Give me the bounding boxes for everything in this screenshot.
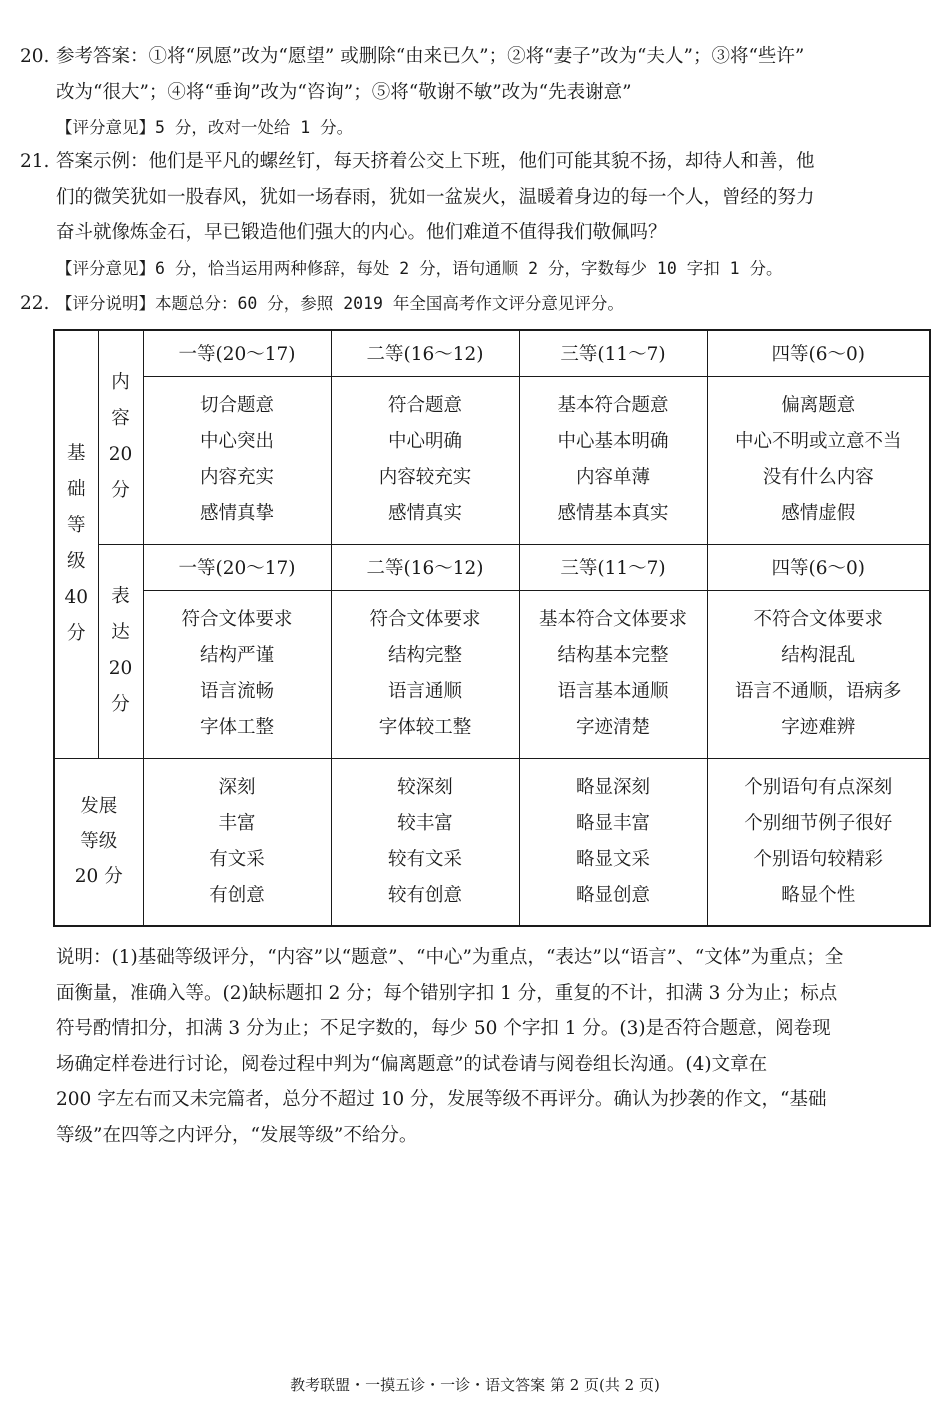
explanation-line: 等级”在四等之内评分，“发展等级”不给分。 <box>56 1124 418 1146</box>
expression-cell-grade-2 <box>331 590 519 758</box>
criterion: 结构完整 <box>387 645 462 666</box>
expression-cell-grade-3 <box>519 590 707 758</box>
criterion: 较丰富 <box>397 812 453 834</box>
grade-header: 二等(16～12) <box>331 544 519 590</box>
criterion: 字体工整 <box>199 717 274 738</box>
criterion: 较有文采 <box>387 848 462 870</box>
q22-line-1 <box>20 286 932 322</box>
criterion: 结构严谨 <box>199 645 274 666</box>
criterion: 切合题意 <box>199 395 274 416</box>
development-row <box>54 758 930 926</box>
development-cell-grade-4 <box>707 758 930 926</box>
expression-label-char: 达 <box>111 622 130 643</box>
criterion: 内容单薄 <box>575 467 650 488</box>
expression-label-char: 表 <box>111 586 130 607</box>
content-cell-grade-4 <box>707 376 930 544</box>
criterion: 较深刻 <box>397 776 453 798</box>
page-footer: 教考联盟・一摸五诊・一诊・语文答案 第 2 页(共 2 页) <box>290 1376 660 1394</box>
grading-table <box>53 329 931 927</box>
basic-label-char: 分 <box>66 623 86 645</box>
criterion: 语言通顺 <box>387 681 462 702</box>
content-label-char: 20 <box>108 444 133 466</box>
criterion: 感情虚假 <box>781 503 856 524</box>
criterion: 结构基本完整 <box>557 645 669 666</box>
expression-criteria-row <box>54 590 930 758</box>
content-cell-grade-3 <box>519 376 707 544</box>
grade-header: 二等(16～12) <box>331 330 519 376</box>
grade-header: 三等(11～7) <box>519 544 707 590</box>
expression-cell-grade-4 <box>707 590 930 758</box>
content-label-char: 容 <box>111 408 130 430</box>
explanation-line: 说明：(1)基础等级评分，“内容”以“题意”、“中心”为重点，“表达”以“语言”、“文体”为重点；全 <box>56 947 844 968</box>
criterion: 略显创意 <box>575 884 650 906</box>
expression-label-char: 20 <box>108 658 133 679</box>
expression-cell-grade-1 <box>143 590 331 758</box>
criterion: 中心基本明确 <box>557 431 669 452</box>
criterion: 偏离题意 <box>781 395 856 416</box>
content-criteria-row <box>54 376 930 544</box>
content-cell-grade-1 <box>143 376 331 544</box>
criterion: 符合文体要求 <box>181 609 293 630</box>
criterion: 符合文体要求 <box>369 609 481 630</box>
criterion: 深刻 <box>218 776 256 798</box>
explanation-line: 符号酌情扣分，扣满 3 分为止；不足字数的，每少 50 个字扣 1 分。(3)是否符合题意，阅卷现 <box>56 1018 831 1039</box>
explanation-line: 场确定样卷进行讨论，阅卷过程中判为“偏离题意”的试卷请与阅卷组长沟通。(4)文章在 <box>56 1053 768 1075</box>
q21-number: 21. <box>20 151 50 172</box>
development-cell-grade-3 <box>519 758 707 926</box>
basic-label-char: 等 <box>66 515 86 537</box>
q20-text-1: 参考答案：①将“夙愿”改为“愿望” 或删除“由来已久”；②将“妻子”改为“夫人”；③将“些许” <box>56 46 805 67</box>
criterion: 较有创意 <box>387 884 462 906</box>
q20-line-1 <box>20 39 932 75</box>
q21-text-1: 答案示例：他们是平凡的螺丝钉，每天挤着公交上下班，他们可能其貌不扬，却待人和善，他 <box>56 151 815 172</box>
content-label-char: 分 <box>111 480 130 502</box>
explanation-line: 面衡量，准确入等。(2)缺标题扣 2 分；每个错别字扣 1 分，重复的不计，扣满 3 分为止；标点 <box>56 982 838 1004</box>
criterion: 个别语句较精彩 <box>753 848 883 870</box>
grade-header: 一等(20～17) <box>143 544 331 590</box>
criterion: 中心不明或立意不当 <box>734 431 902 452</box>
criterion: 感情真挚 <box>199 503 274 524</box>
content-label-char: 内 <box>111 372 130 394</box>
criterion: 个别细节例子很好 <box>744 812 893 834</box>
criterion: 中心突出 <box>199 431 274 452</box>
criterion: 不符合文体要求 <box>753 609 883 630</box>
q21-line-2: 们的微笑犹如一股春风，犹如一场春雨，犹如一盆炭火，温暖着身边的每一个人，曾经的努力 <box>56 186 815 208</box>
criterion: 感情基本真实 <box>557 503 669 524</box>
question-22 <box>20 286 932 322</box>
criterion: 语言流畅 <box>199 681 274 702</box>
criterion: 有文采 <box>209 848 265 870</box>
development-cell-grade-2 <box>331 758 519 926</box>
criterion: 字迹难辨 <box>781 717 856 738</box>
criterion: 略显个性 <box>781 884 856 906</box>
q21-scoring-note: 【评分意见】6 分，恰当运用两种修辞，每处 2 分，语句通顺 2 分，字数每少 10 字扣 1 分。 <box>56 259 783 278</box>
criterion: 语言不通顺，语病多 <box>734 681 902 702</box>
expression-label <box>98 544 143 758</box>
criterion: 基本符合文体要求 <box>538 609 687 630</box>
development-label-line: 发展 <box>80 796 118 818</box>
basic-level-label <box>54 330 98 758</box>
basic-label-char: 础 <box>66 479 86 501</box>
basic-label-char: 级 <box>66 551 86 573</box>
q20-line-2: 改为“很大”；④将“垂询”改为“咨询”；⑤将“敬谢不敏”改为“先表谢意” <box>56 81 632 103</box>
criterion: 符合题意 <box>387 395 462 416</box>
content-label <box>98 330 143 544</box>
explanation-line: 200 字左右而又未完篇者，总分不超过 10 分，发展等级不再评分。确认为抄袭的作文，“基础 <box>56 1089 827 1110</box>
criterion: 字迹清楚 <box>575 717 650 738</box>
expression-label-char: 分 <box>111 694 130 715</box>
criterion: 内容较充实 <box>378 467 472 488</box>
criterion: 中心明确 <box>387 431 462 452</box>
basic-label-char: 40 <box>64 587 89 609</box>
criterion: 基本符合题意 <box>557 395 669 416</box>
q21-line-1 <box>20 144 932 180</box>
q20-number: 20. <box>20 46 50 67</box>
grade-header: 四等(6～0) <box>707 544 930 590</box>
basic-label-char: 基 <box>66 443 86 465</box>
criterion: 有创意 <box>209 884 265 906</box>
criterion: 结构混乱 <box>781 645 856 666</box>
development-cell-grade-1 <box>143 758 331 926</box>
grade-header: 一等(20～17) <box>143 330 331 376</box>
criterion: 略显文采 <box>575 848 650 870</box>
expression-grade-row <box>54 544 930 590</box>
q20-scoring-note: 【评分意见】5 分，改对一处给 1 分。 <box>56 118 354 137</box>
criterion: 丰富 <box>218 812 256 834</box>
question-20 <box>20 39 932 110</box>
content-cell-grade-2 <box>331 376 519 544</box>
content-grade-row <box>54 330 930 376</box>
grade-header: 四等(6～0) <box>707 330 930 376</box>
criterion: 个别语句有点深刻 <box>744 776 893 798</box>
explanation-paragraph <box>56 940 930 1153</box>
q22-number: 22. <box>20 293 50 314</box>
criterion: 没有什么内容 <box>762 467 874 488</box>
development-level-label <box>54 758 143 926</box>
q22-intro: 【评分说明】本题总分：60 分，参照 2019 年全国高考作文评分意见评分。 <box>56 294 624 313</box>
question-21 <box>20 144 932 251</box>
development-label-line: 20 分 <box>74 866 123 888</box>
q21-line-3: 奋斗就像炼金石，早已锻造他们强大的内心。他们难道不值得我们敬佩吗？ <box>56 222 667 243</box>
criterion: 略显深刻 <box>575 776 650 798</box>
criterion: 略显丰富 <box>575 812 650 834</box>
criterion: 字体较工整 <box>378 717 472 738</box>
criterion: 感情真实 <box>387 503 462 524</box>
grade-header: 三等(11～7) <box>519 330 707 376</box>
criterion: 语言基本通顺 <box>557 681 669 702</box>
development-label-line: 等级 <box>80 831 118 853</box>
criterion: 内容充实 <box>199 467 274 488</box>
